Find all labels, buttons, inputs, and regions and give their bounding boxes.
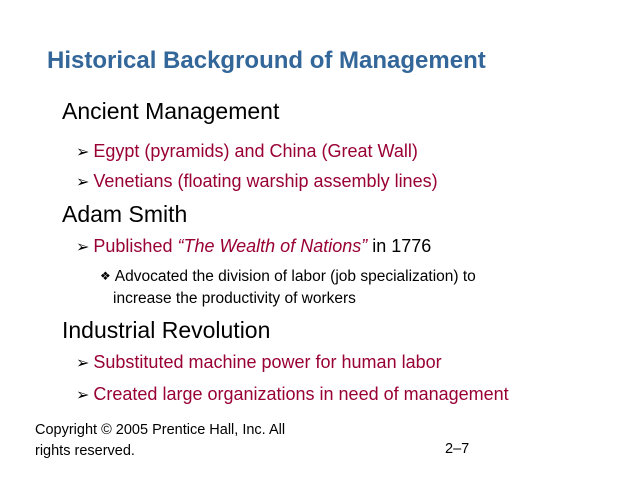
- sub-bullet-line2: increase the productivity of workers: [113, 290, 356, 307]
- bullet-text: Egypt (pyramids) and China (Great Wall): [93, 141, 418, 161]
- arrow-bullet-icon: ➢: [76, 144, 90, 161]
- sub-bullet-line1: Advocated the division of labor (job specialization) to: [114, 268, 476, 285]
- sub-bullet-division-of-labor: [100, 266, 580, 309]
- arrow-bullet-icon: ➢: [76, 355, 90, 372]
- bullet-machine-power: [76, 352, 442, 373]
- heading-ancient-management: Ancient Management: [62, 98, 280, 124]
- bullet-text: Venetians (floating warship assembly lines): [93, 171, 438, 191]
- book-title: “The Wealth of Nations”: [177, 236, 368, 256]
- copyright-line1: Copyright © 2005 Prentice Hall, Inc. All: [35, 422, 286, 438]
- arrow-bullet-icon: ➢: [76, 387, 90, 404]
- diamond-bullet-icon: ❖: [100, 269, 111, 283]
- slide-title: Historical Background of Management: [47, 47, 486, 74]
- copyright-line2: rights reserved.: [35, 443, 135, 459]
- bullet-text-suffix: in 1776: [367, 236, 432, 256]
- bullet-text-prefix: Published: [93, 236, 178, 256]
- heading-adam-smith: Adam Smith: [62, 201, 188, 227]
- bullet-egypt-china: [76, 141, 418, 162]
- heading-industrial-revolution: Industrial Revolution: [62, 317, 271, 343]
- copyright-notice: [35, 420, 335, 462]
- bullet-wealth-of-nations: [76, 236, 431, 257]
- page-number: 2–7: [445, 441, 470, 457]
- bullet-text: Substituted machine power for human labor: [93, 352, 442, 372]
- bullet-large-organizations: [76, 384, 509, 405]
- arrow-bullet-icon: ➢: [76, 239, 90, 256]
- bullet-venetians: [76, 171, 438, 192]
- arrow-bullet-icon: ➢: [76, 174, 90, 191]
- bullet-text: Created large organizations in need of management: [93, 384, 509, 404]
